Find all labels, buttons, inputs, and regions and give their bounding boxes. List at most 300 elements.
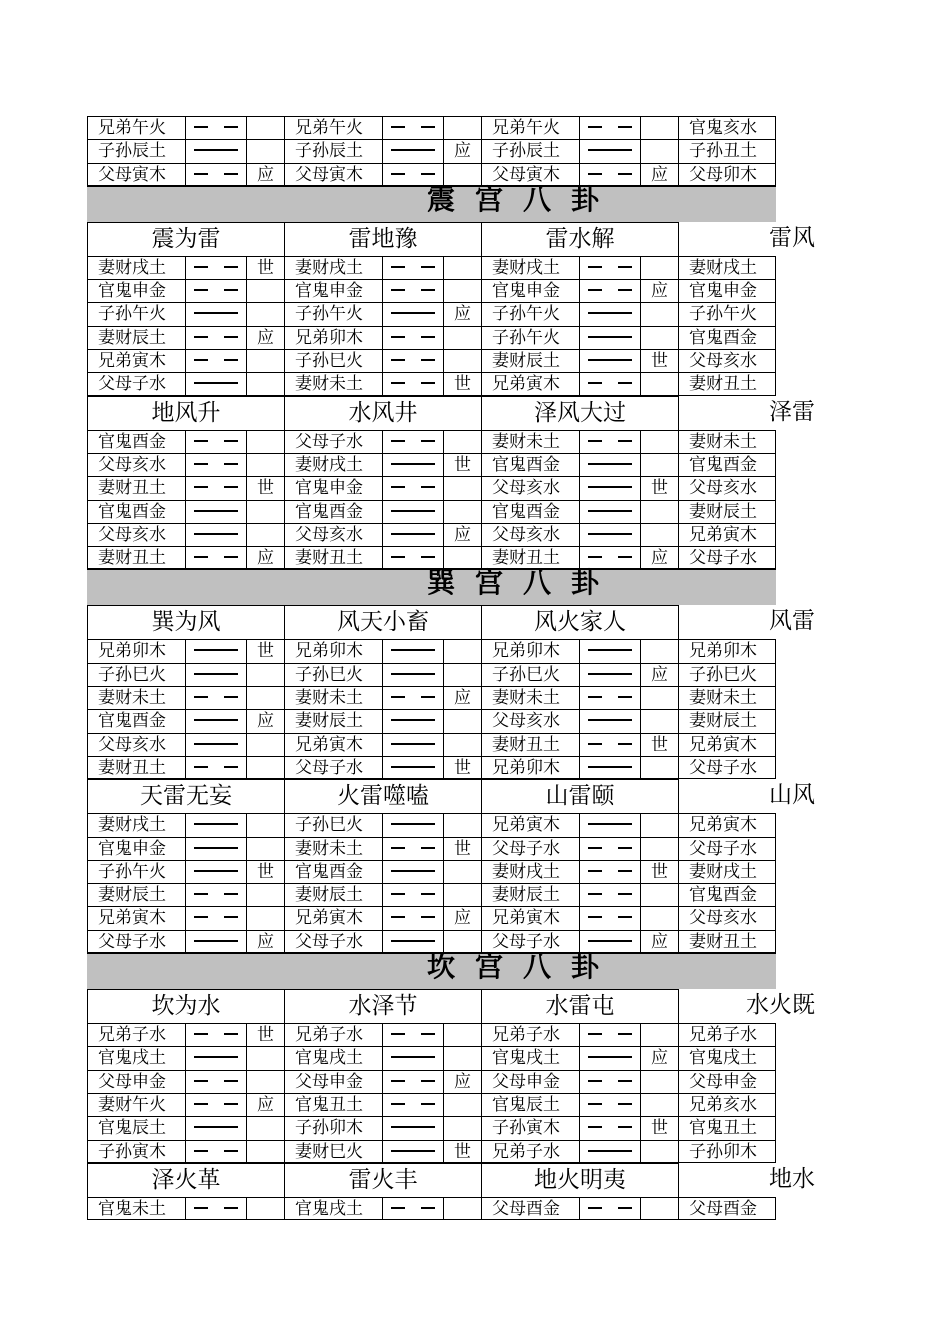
yao-relative-label: 官鬼戌土 — [87, 1046, 185, 1069]
yao-relative-label: 子孙午火 — [481, 326, 579, 349]
yao-relative-label: 妻财辰土 — [87, 326, 185, 349]
yao-row — [87, 1140, 776, 1163]
hexagram-name: 水火既 — [678, 989, 815, 1023]
yao-relative-label: 父母亥水 — [87, 453, 185, 476]
solid-line-icon — [194, 870, 238, 872]
solid-line-icon — [391, 743, 435, 745]
solid-line-icon — [194, 510, 238, 512]
yao-relative-label: 妻财戌土 — [678, 256, 776, 279]
hexagram-title-row — [87, 396, 815, 430]
yao-line-symbol — [382, 837, 443, 860]
broken-line-icon — [194, 893, 238, 895]
hexagram-name: 坎为水 — [87, 989, 284, 1023]
yao-relative-label: 妻财丑土 — [87, 756, 185, 779]
hexagram-name: 震为雷 — [87, 222, 284, 256]
broken-line-icon — [391, 916, 435, 918]
solid-line-icon — [391, 1126, 435, 1128]
shi-ying-mark: 世 — [443, 1140, 481, 1163]
hexagram-name: 山雷颐 — [481, 779, 678, 813]
yao-line-symbol — [382, 326, 443, 349]
shi-ying-mark: 应 — [246, 930, 284, 953]
yao-relative-label: 兄弟子水 — [87, 1023, 185, 1046]
broken-line-icon — [391, 556, 435, 558]
yao-relative-label: 官鬼戌土 — [284, 1046, 382, 1069]
palace-header-row — [87, 182, 776, 222]
yao-line-symbol — [579, 813, 640, 836]
shi-ying-mark — [640, 837, 678, 860]
yao-row — [87, 523, 776, 546]
yao-line-symbol — [185, 163, 246, 186]
broken-line-icon — [391, 486, 435, 488]
broken-line-icon — [194, 359, 238, 361]
yao-relative-label: 妻财丑土 — [87, 546, 185, 569]
yao-relative-label: 兄弟寅木 — [284, 733, 382, 756]
yao-relative-label: 官鬼酉金 — [87, 500, 185, 523]
shi-ying-mark — [640, 686, 678, 709]
solid-line-icon — [588, 940, 632, 942]
yao-relative-label: 官鬼戌土 — [678, 1046, 776, 1069]
yao-line-symbol — [185, 256, 246, 279]
broken-line-icon — [194, 486, 238, 488]
solid-line-icon — [588, 719, 632, 721]
broken-line-icon — [588, 556, 632, 558]
hexagram-name: 地风升 — [87, 396, 284, 430]
hexagram-name: 天雷无妄 — [87, 779, 284, 813]
hexagram-name: 泽风大过 — [481, 396, 678, 430]
solid-line-icon — [391, 533, 435, 535]
yao-relative-label: 官鬼酉金 — [87, 709, 185, 732]
yao-row — [87, 1023, 776, 1046]
yao-line-symbol — [579, 453, 640, 476]
shi-ying-mark — [443, 663, 481, 686]
yao-line-symbol — [185, 813, 246, 836]
yao-relative-label: 妻财戌土 — [481, 256, 579, 279]
palace-title: 坎宫八卦 — [427, 950, 620, 984]
yao-line-symbol — [579, 663, 640, 686]
shi-ying-mark: 应 — [246, 1093, 284, 1116]
yao-line-symbol — [382, 663, 443, 686]
yao-relative-label: 父母亥水 — [87, 523, 185, 546]
yao-line-symbol — [579, 372, 640, 395]
shi-ying-mark — [640, 639, 678, 662]
yao-line-symbol — [185, 1023, 246, 1046]
hexagram-name: 泽火革 — [87, 1163, 284, 1197]
yao-relative-label: 妻财丑土 — [678, 372, 776, 395]
yao-relative-label: 妻财未土 — [678, 686, 776, 709]
yao-line-symbol — [185, 139, 246, 162]
yao-line-symbol — [579, 860, 640, 883]
shi-ying-mark: 世 — [443, 756, 481, 779]
yao-relative-label: 妻财辰土 — [481, 883, 579, 906]
yao-relative-label: 父母子水 — [284, 756, 382, 779]
broken-line-icon — [391, 1033, 435, 1035]
yao-line-symbol — [579, 116, 640, 139]
yao-line-symbol — [579, 256, 640, 279]
shi-ying-mark — [246, 663, 284, 686]
yao-line-symbol — [382, 279, 443, 302]
yao-line-symbol — [579, 302, 640, 325]
solid-line-icon — [194, 382, 238, 384]
broken-line-icon — [194, 336, 238, 338]
yao-relative-label: 子孙寅木 — [481, 1116, 579, 1139]
broken-line-icon — [194, 289, 238, 291]
yao-line-symbol — [579, 326, 640, 349]
yao-relative-label: 官鬼酉金 — [678, 883, 776, 906]
broken-line-icon — [588, 1126, 632, 1128]
yao-row — [87, 326, 776, 349]
yao-relative-label: 兄弟寅木 — [87, 906, 185, 929]
broken-line-icon — [194, 266, 238, 268]
shi-ying-mark: 应 — [640, 930, 678, 953]
shi-ying-mark — [443, 430, 481, 453]
shi-ying-mark: 应 — [246, 163, 284, 186]
yao-line-symbol — [382, 733, 443, 756]
hexagram-name: 雷地豫 — [284, 222, 481, 256]
solid-line-icon — [588, 673, 632, 675]
shi-ying-mark — [443, 326, 481, 349]
yao-line-symbol — [185, 1197, 246, 1220]
broken-line-icon — [588, 382, 632, 384]
yao-relative-label: 兄弟寅木 — [678, 733, 776, 756]
yao-relative-label: 官鬼申金 — [284, 476, 382, 499]
yao-line-symbol — [185, 453, 246, 476]
solid-line-icon — [194, 743, 238, 745]
yao-row — [87, 430, 776, 453]
yao-relative-label: 妻财戌土 — [284, 453, 382, 476]
hexagram-title-row — [87, 1163, 815, 1197]
shi-ying-mark: 应 — [443, 906, 481, 929]
yao-line-symbol — [382, 256, 443, 279]
yao-line-symbol — [185, 372, 246, 395]
yao-row — [87, 860, 776, 883]
yao-relative-label: 官鬼申金 — [87, 837, 185, 860]
yao-line-symbol — [185, 906, 246, 929]
yao-line-symbol — [185, 546, 246, 569]
yao-line-symbol — [185, 349, 246, 372]
hexagram-name: 地火明夷 — [481, 1163, 678, 1197]
hexagram-name: 风火家人 — [481, 605, 678, 639]
broken-line-icon — [391, 1080, 435, 1082]
yao-line-symbol — [185, 709, 246, 732]
yao-relative-label: 妻财午火 — [87, 1093, 185, 1116]
broken-line-icon — [194, 1207, 238, 1209]
yao-relative-label: 妻财未土 — [284, 372, 382, 395]
shi-ying-mark — [640, 709, 678, 732]
yao-line-symbol — [579, 639, 640, 662]
yao-relative-label: 兄弟寅木 — [481, 813, 579, 836]
shi-ying-mark: 应 — [443, 139, 481, 162]
hexagram-table — [87, 116, 815, 1220]
shi-ying-mark: 世 — [640, 349, 678, 372]
solid-line-icon — [391, 823, 435, 825]
broken-line-icon — [194, 126, 238, 128]
yao-relative-label: 官鬼戌土 — [284, 1197, 382, 1220]
yao-relative-label: 官鬼丑土 — [284, 1093, 382, 1116]
yao-relative-label: 官鬼辰土 — [481, 1093, 579, 1116]
yao-relative-label: 子孙辰土 — [284, 139, 382, 162]
broken-line-icon — [391, 173, 435, 175]
yao-relative-label: 父母申金 — [284, 1070, 382, 1093]
solid-line-icon — [194, 533, 238, 535]
yao-line-symbol — [382, 453, 443, 476]
yao-line-symbol — [185, 930, 246, 953]
broken-line-icon — [588, 1103, 632, 1105]
yao-line-symbol — [382, 1023, 443, 1046]
broken-line-icon — [588, 126, 632, 128]
yao-relative-label: 兄弟寅木 — [481, 906, 579, 929]
yao-line-symbol — [185, 686, 246, 709]
shi-ying-mark — [640, 1197, 678, 1220]
broken-line-icon — [391, 266, 435, 268]
yao-relative-label: 子孙卯木 — [284, 1116, 382, 1139]
hexagram-name: 雷风 — [678, 222, 815, 256]
solid-line-icon — [391, 149, 435, 151]
shi-ying-mark: 世 — [640, 733, 678, 756]
shi-ying-mark — [246, 523, 284, 546]
yao-line-symbol — [382, 1197, 443, 1220]
yao-row — [87, 709, 776, 732]
solid-line-icon — [588, 463, 632, 465]
yao-relative-label: 兄弟卯木 — [284, 639, 382, 662]
yao-relative-label: 父母子水 — [678, 546, 776, 569]
yao-row — [87, 302, 776, 325]
solid-line-icon — [588, 510, 632, 512]
yao-row — [87, 453, 776, 476]
yao-relative-label: 妻财戌土 — [87, 256, 185, 279]
shi-ying-mark — [640, 302, 678, 325]
solid-line-icon — [588, 486, 632, 488]
yao-line-symbol — [579, 1093, 640, 1116]
yao-relative-label: 官鬼未土 — [87, 1197, 185, 1220]
yao-line-symbol — [185, 837, 246, 860]
yao-row — [87, 813, 776, 836]
shi-ying-mark — [246, 883, 284, 906]
shi-ying-mark — [640, 906, 678, 929]
shi-ying-mark — [246, 116, 284, 139]
yao-row — [87, 500, 776, 523]
yao-line-symbol — [185, 279, 246, 302]
yao-line-symbol — [185, 1070, 246, 1093]
yao-relative-label: 官鬼酉金 — [87, 430, 185, 453]
broken-line-icon — [391, 1207, 435, 1209]
broken-line-icon — [194, 1080, 238, 1082]
yao-line-symbol — [382, 709, 443, 732]
shi-ying-mark — [246, 906, 284, 929]
yao-relative-label: 兄弟卯木 — [481, 756, 579, 779]
yao-line-symbol — [382, 639, 443, 662]
broken-line-icon — [588, 916, 632, 918]
yao-line-symbol — [382, 349, 443, 372]
yao-relative-label: 官鬼亥水 — [678, 116, 776, 139]
yao-line-symbol — [382, 756, 443, 779]
solid-line-icon — [588, 823, 632, 825]
shi-ying-mark — [640, 139, 678, 162]
yao-row — [87, 1116, 776, 1139]
yao-relative-label: 子孙午火 — [481, 302, 579, 325]
solid-line-icon — [588, 359, 632, 361]
yao-line-symbol — [382, 1140, 443, 1163]
yao-relative-label: 父母子水 — [284, 430, 382, 453]
yao-row — [87, 906, 776, 929]
yao-line-symbol — [579, 500, 640, 523]
yao-line-symbol — [185, 883, 246, 906]
shi-ying-mark — [640, 116, 678, 139]
solid-line-icon — [391, 1150, 435, 1152]
solid-line-icon — [588, 312, 632, 314]
yao-line-symbol — [579, 709, 640, 732]
yao-relative-label: 兄弟子水 — [284, 1023, 382, 1046]
yao-relative-label: 子孙巳火 — [284, 349, 382, 372]
shi-ying-mark — [443, 639, 481, 662]
shi-ying-mark — [640, 813, 678, 836]
yao-relative-label: 父母子水 — [678, 837, 776, 860]
yao-relative-label: 妻财未土 — [284, 686, 382, 709]
yao-line-symbol — [579, 1046, 640, 1069]
broken-line-icon — [588, 696, 632, 698]
yao-relative-label: 父母子水 — [87, 930, 185, 953]
yao-relative-label: 官鬼戌土 — [481, 1046, 579, 1069]
yao-row — [87, 1197, 776, 1220]
yao-relative-label: 子孙巳火 — [284, 663, 382, 686]
shi-ying-mark: 世 — [640, 1116, 678, 1139]
shi-ying-mark: 应 — [640, 546, 678, 569]
hexagram-name: 水雷屯 — [481, 989, 678, 1023]
shi-ying-mark — [246, 1140, 284, 1163]
shi-ying-mark — [246, 349, 284, 372]
broken-line-icon — [194, 173, 238, 175]
yao-relative-label: 父母申金 — [481, 1070, 579, 1093]
yao-row — [87, 279, 776, 302]
hexagram-title-row — [87, 605, 815, 639]
yao-relative-label: 兄弟子水 — [678, 1023, 776, 1046]
yao-row — [87, 1070, 776, 1093]
yao-relative-label: 父母亥水 — [481, 476, 579, 499]
yao-line-symbol — [382, 813, 443, 836]
yao-relative-label: 父母亥水 — [481, 523, 579, 546]
yao-relative-label: 官鬼酉金 — [284, 860, 382, 883]
yao-line-symbol — [579, 733, 640, 756]
yao-relative-label: 兄弟寅木 — [481, 372, 579, 395]
broken-line-icon — [391, 382, 435, 384]
broken-line-icon — [194, 463, 238, 465]
broken-line-icon — [588, 847, 632, 849]
solid-line-icon — [194, 1126, 238, 1128]
yao-line-symbol — [382, 860, 443, 883]
shi-ying-mark: 应 — [246, 709, 284, 732]
yao-line-symbol — [185, 302, 246, 325]
shi-ying-mark: 应 — [640, 163, 678, 186]
yao-row — [87, 1093, 776, 1116]
yao-line-symbol — [579, 837, 640, 860]
yao-relative-label: 妻财辰土 — [678, 500, 776, 523]
yao-line-symbol — [382, 302, 443, 325]
yao-relative-label: 妻财未土 — [87, 686, 185, 709]
yao-relative-label: 官鬼酉金 — [481, 500, 579, 523]
yao-relative-label: 兄弟午火 — [284, 116, 382, 139]
shi-ying-mark — [246, 813, 284, 836]
yao-row — [87, 1046, 776, 1069]
shi-ying-mark — [246, 139, 284, 162]
yao-row — [87, 686, 776, 709]
yao-row — [87, 639, 776, 662]
yao-line-symbol — [579, 756, 640, 779]
hexagram-name: 水泽节 — [284, 989, 481, 1023]
hexagram-name: 地水 — [678, 1163, 815, 1197]
yao-line-symbol — [382, 1046, 443, 1069]
yao-relative-label: 父母寅木 — [481, 163, 579, 186]
yao-relative-label: 子孙午火 — [87, 302, 185, 325]
shi-ying-mark — [640, 500, 678, 523]
yao-row — [87, 733, 776, 756]
yao-relative-label: 妻财辰土 — [284, 883, 382, 906]
yao-relative-label: 官鬼酉金 — [284, 500, 382, 523]
yao-relative-label: 父母酉金 — [481, 1197, 579, 1220]
yao-relative-label: 兄弟寅木 — [284, 906, 382, 929]
shi-ying-mark — [640, 1093, 678, 1116]
yao-line-symbol — [185, 639, 246, 662]
yao-relative-label: 子孙辰土 — [87, 139, 185, 162]
yao-relative-label: 妻财丑土 — [87, 476, 185, 499]
yao-relative-label: 父母亥水 — [87, 733, 185, 756]
hexagram-title-row — [87, 779, 815, 813]
shi-ying-mark — [443, 1197, 481, 1220]
broken-line-icon — [391, 126, 435, 128]
yao-relative-label: 子孙巳火 — [284, 813, 382, 836]
broken-line-icon — [194, 1033, 238, 1035]
yao-line-symbol — [579, 1116, 640, 1139]
shi-ying-mark: 世 — [246, 860, 284, 883]
yao-line-symbol — [382, 883, 443, 906]
yao-row — [87, 256, 776, 279]
shi-ying-mark — [640, 326, 678, 349]
shi-ying-mark — [443, 279, 481, 302]
shi-ying-mark — [246, 1046, 284, 1069]
yao-relative-label: 子孙巳火 — [481, 663, 579, 686]
hexagram-name: 风雷 — [678, 605, 815, 639]
broken-line-icon — [194, 696, 238, 698]
yao-line-symbol — [382, 1070, 443, 1093]
yao-row — [87, 372, 776, 395]
solid-line-icon — [194, 673, 238, 675]
solid-line-icon — [391, 940, 435, 942]
hexagram-title-row — [87, 222, 815, 256]
yao-relative-label: 兄弟寅木 — [678, 813, 776, 836]
yao-relative-label: 子孙寅木 — [87, 1140, 185, 1163]
broken-line-icon — [391, 696, 435, 698]
yao-line-symbol — [185, 1140, 246, 1163]
yao-row — [87, 349, 776, 372]
shi-ying-mark — [443, 256, 481, 279]
hexagram-name: 巽为风 — [87, 605, 284, 639]
shi-ying-mark — [640, 453, 678, 476]
yao-relative-label: 父母子水 — [481, 837, 579, 860]
yao-relative-label: 父母亥水 — [678, 349, 776, 372]
yao-relative-label: 妻财辰土 — [678, 709, 776, 732]
shi-ying-mark — [640, 523, 678, 546]
shi-ying-mark: 世 — [246, 476, 284, 499]
yao-relative-label: 妻财辰土 — [87, 883, 185, 906]
shi-ying-mark — [443, 709, 481, 732]
shi-ying-mark — [443, 116, 481, 139]
hexagram-name: 泽雷 — [678, 396, 815, 430]
shi-ying-mark — [246, 756, 284, 779]
yao-relative-label: 妻财辰土 — [481, 349, 579, 372]
shi-ying-mark — [246, 453, 284, 476]
broken-line-icon — [588, 1207, 632, 1209]
yao-relative-label: 父母子水 — [87, 372, 185, 395]
yao-relative-label: 父母申金 — [87, 1070, 185, 1093]
broken-line-icon — [194, 440, 238, 442]
